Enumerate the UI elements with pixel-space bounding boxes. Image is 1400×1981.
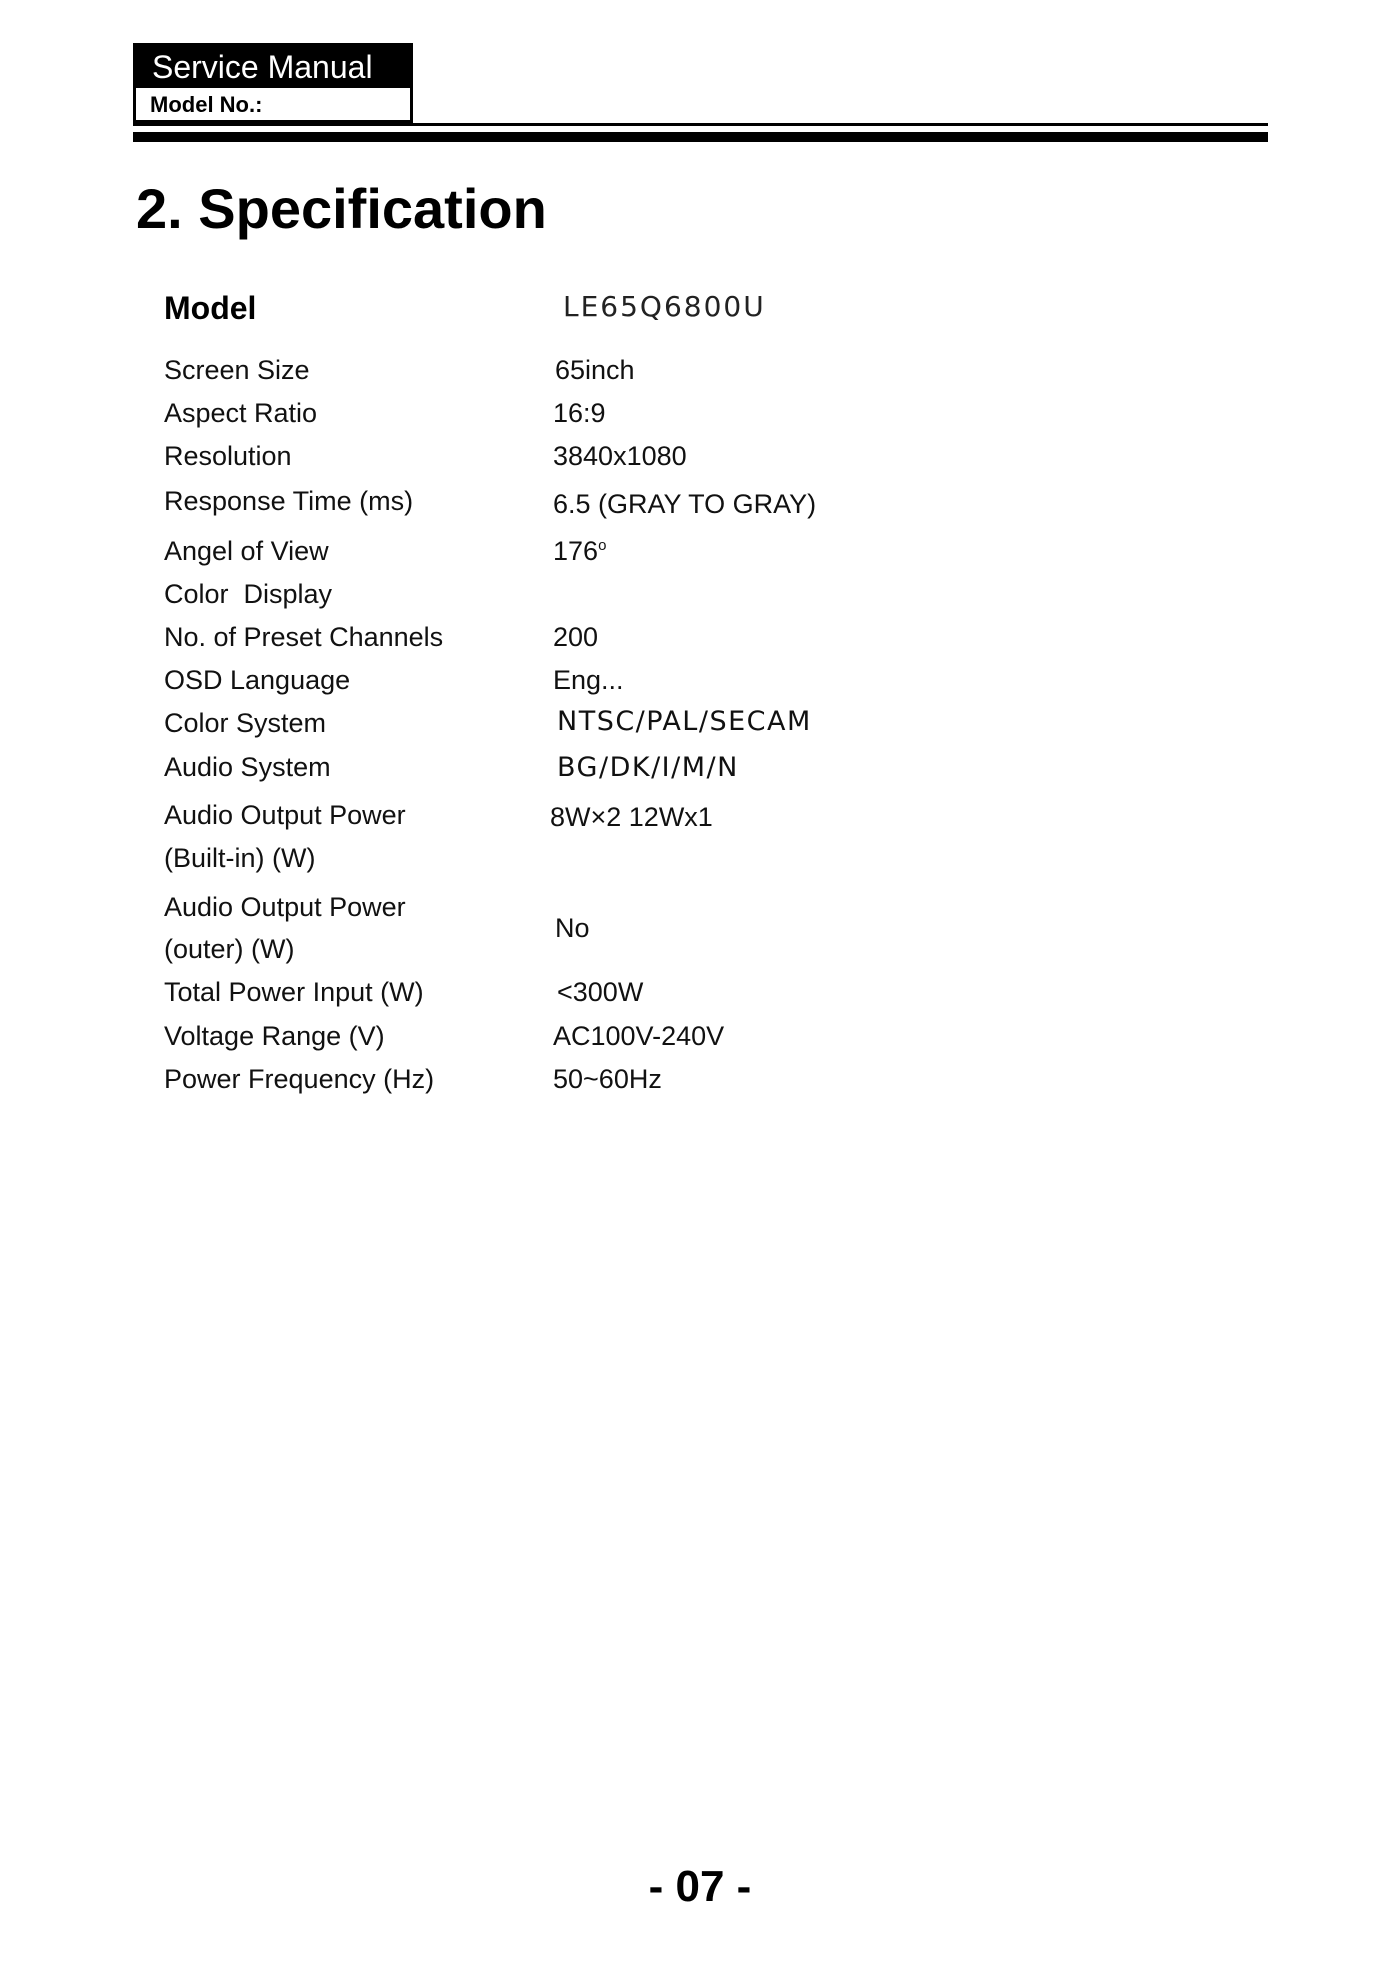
color-display-text: Color Display	[164, 579, 333, 609]
spec-value-resolution: 3840x1080	[553, 441, 687, 471]
model-value: LE65Q6800U	[563, 290, 766, 323]
spec-label-audio-output-builtin-2: (Built-in) (W)	[164, 843, 316, 873]
spec-label-color-display	[164, 579, 332, 610]
spec-label-response-time: Response Time (ms)	[164, 486, 414, 516]
page-title: 2. Specification	[136, 177, 547, 240]
spec-value-response-time: 6.5 (GRAY TO GRAY)	[553, 489, 817, 519]
spec-value-voltage-range: AC100V-240V	[553, 1021, 725, 1051]
spec-value-power-frequency: 50~60Hz	[553, 1064, 662, 1094]
header-rule-thin	[133, 123, 1268, 126]
spec-label-audio-output-builtin-1: Audio Output Power	[164, 800, 406, 830]
spec-label-voltage-range: Voltage Range (V)	[164, 1021, 385, 1051]
spec-label-osd-language: OSD Language	[164, 665, 351, 695]
model-label: Model	[164, 290, 257, 326]
spec-value-audio-system: BG/DK/I/M/N	[557, 752, 739, 783]
spec-label-preset-channels: No. of Preset Channels	[164, 622, 444, 652]
spec-value-total-power-input: <300W	[557, 977, 644, 1007]
header-rule-thick	[133, 132, 1268, 142]
spec-label-audio-system: Audio System	[164, 752, 331, 782]
spec-label-total-power-input: Total Power Input (W)	[164, 977, 424, 1007]
spec-value-osd-language: Eng...	[553, 665, 624, 695]
spec-label-color-system: Color System	[164, 708, 327, 738]
spec-label-power-frequency: Power Frequency (Hz)	[164, 1064, 435, 1094]
spec-value-preset-channels: 200	[553, 622, 599, 652]
spec-value-angle-of-view	[553, 536, 606, 567]
spec-label-screen-size: Screen Size	[164, 355, 310, 385]
spec-value-audio-output-builtin: 8W×2 12Wx1	[550, 802, 713, 832]
header-box	[133, 43, 413, 123]
angle-value: 176	[553, 536, 599, 566]
spec-value-aspect-ratio: 16:9	[553, 398, 606, 428]
page-number: - 07 -	[648, 1862, 752, 1911]
degree-mark: o	[598, 537, 607, 554]
header-model-label: Model No.:	[150, 92, 263, 117]
spec-label-resolution: Resolution	[164, 441, 292, 471]
spec-label-audio-output-outer-1: Audio Output Power	[164, 892, 406, 922]
spec-label-aspect-ratio: Aspect Ratio	[164, 398, 318, 428]
spec-value-color-system: NTSC/PAL/SECAM	[557, 706, 812, 737]
spec-label-angle-of-view: Angel of View	[164, 536, 329, 566]
spec-value-audio-output-outer: No	[555, 913, 590, 943]
spec-value-screen-size: 65inch	[555, 355, 635, 385]
header-title: Service Manual	[136, 46, 410, 88]
spec-label-audio-output-outer-2: (outer) (W)	[164, 934, 295, 964]
